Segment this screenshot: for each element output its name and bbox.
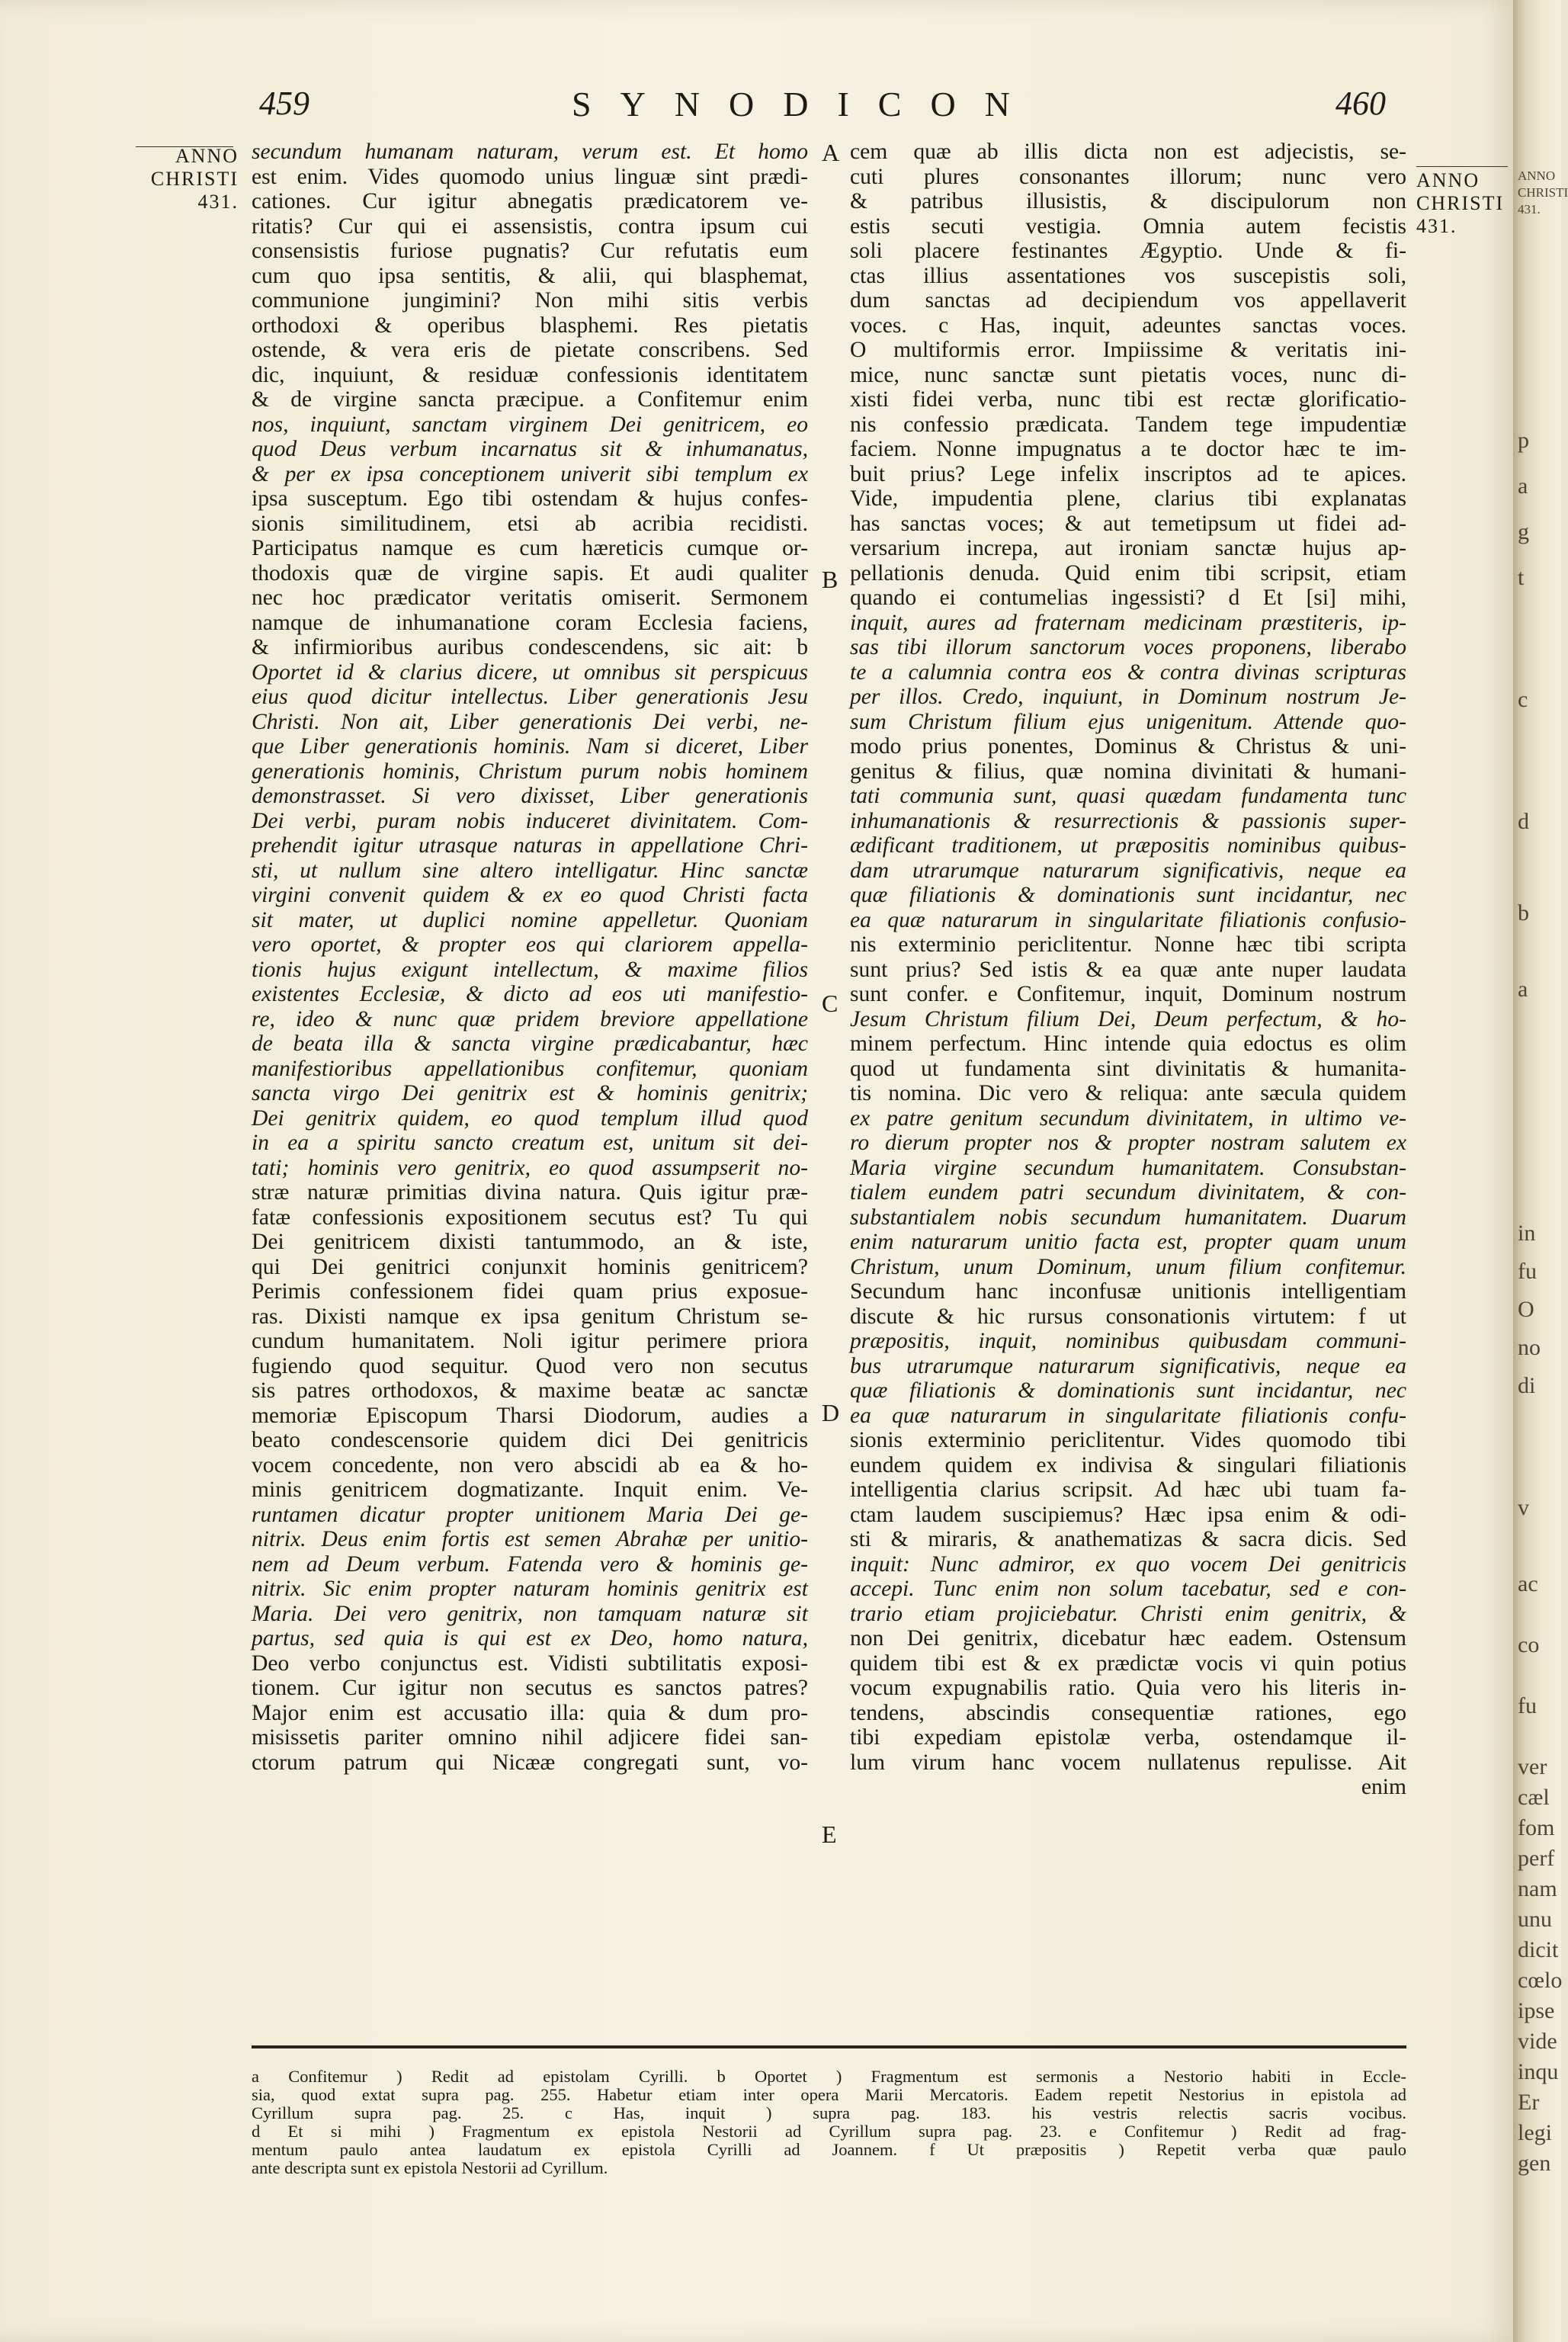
next-page-fragment: ac: [1518, 1571, 1538, 1596]
next-page-fragment: di: [1518, 1373, 1536, 1398]
next-page-fragment: a: [1518, 473, 1528, 499]
section-marker-d: D: [822, 1399, 840, 1426]
text-line: minis genitricem dogmatizante. Inquit enim. Ve-: [252, 1477, 808, 1502]
next-page-fragment: ipse: [1518, 1998, 1555, 2023]
footnote-line: a Confitemur ) Redit ad epistolam Cyrilli. b Oportet ) Fragmentum est sermonis a Nestorio habiti in Eccle-: [252, 2067, 1406, 2086]
text-line: genitus & filius, quæ nomina divinitati & humani-: [850, 759, 1406, 784]
next-page-fragment: g: [1518, 519, 1529, 544]
text-line: sunt prius? Sed istis & ea quæ ante nuper laudata: [850, 957, 1406, 982]
text-line: sionis similitudinem, etsi ab acribia recidisti.: [252, 511, 808, 536]
text-line: cationes. Cur igitur abnegatis prædicatorem ve-: [252, 189, 808, 213]
text-line: ædificant traditionem, ut præpositis nominibus quibus-: [850, 833, 1406, 858]
next-page-fragment: O: [1518, 1297, 1534, 1322]
text-line: fugiendo quod sequitur. Quod vero non secutus: [252, 1353, 808, 1378]
text-line: præpositis, inquit, nominibus quibusdam communi-: [850, 1329, 1406, 1353]
text-line: non Dei genitrix, dicebatur hæc eadem. Ostensum: [850, 1626, 1406, 1651]
next-page-fragment: vide: [1518, 2029, 1557, 2054]
text-line: tionis hujus exigunt intellectum, & maxime filios: [252, 957, 808, 982]
text-line: Participatus namque es cum hæreticis cumque or-: [252, 536, 808, 560]
next-page-fragment: c: [1518, 687, 1528, 712]
next-page-fragment: a: [1518, 977, 1528, 1002]
text-line: ro dierum propter nos & propter nostram salutem ex: [850, 1131, 1406, 1155]
text-line: Christi. Non ait, Liber generationis Dei verbi, ne-: [252, 709, 808, 734]
text-line: Maria. Dei vero genitrix, non tamquam naturæ sit: [252, 1601, 808, 1626]
right-column: [850, 140, 1406, 1800]
text-line: orthodoxi & operibus blasphemi. Res pietatis: [252, 313, 808, 338]
text-line: qui Dei genitrici conjunxit hominis genitricem?: [252, 1254, 808, 1279]
text-line: namque de inhumanatione coram Ecclesia faciens,: [252, 610, 808, 635]
text-line: secundum humanam naturam, verum est. Et homo: [252, 140, 808, 164]
text-line: nos, inquiunt, sanctam virginem Dei genitricem, eo: [252, 412, 808, 437]
text-line: Dei genitrix quidem, eo quod templum illud quod: [252, 1105, 808, 1131]
text-line: pellationis denuda. Quid enim tibi scripsit, etiam: [850, 560, 1406, 586]
text-line: nem ad Deum verbum. Fatenda vero & hominis ge-: [252, 1551, 808, 1577]
text-line: tati communia sunt, quasi quædam fundamenta tunc: [850, 784, 1406, 808]
text-line: que Liber generationis hominis. Nam si diceret, Liber: [252, 734, 808, 759]
next-page-fragment: in: [1518, 1221, 1536, 1246]
section-marker-c: C: [822, 990, 839, 1017]
text-line: estis secuti vestigia. Omnia autem fecistis: [850, 213, 1406, 239]
text-line: minem perfectum. Hinc intende quia edoctus es olim: [850, 1031, 1406, 1056]
text-line: eundem quidem ex indivisa & singulari filiationis: [850, 1452, 1406, 1477]
text-line: ctorum patrum qui Nicææ congregati sunt, vo-: [252, 1750, 808, 1775]
text-line: sunt confer. e Confitemur, inquit, Dominum nostrum: [850, 982, 1406, 1006]
next-page-fragment: cœlo: [1518, 1968, 1563, 1993]
footnote-line: sia, quod extat supra pag. 255. Habetur etiam inter opera Marii Mercatoris. Eadem repetit Nestorius in epistola ad: [252, 2085, 1406, 2104]
text-line: demonstrasset. Si vero dixisset, Liber generationis: [252, 784, 808, 808]
page-number-right: 460: [1336, 85, 1386, 122]
text-line: stræ naturæ primitias divina natura. Quis igitur præ-: [252, 1180, 808, 1205]
text-line: Vide, impudentia plene, clarius tibi explanatas: [850, 486, 1406, 511]
next-page-fragment: dicit: [1518, 1937, 1559, 1962]
text-line: thodoxis quæ de virgine sapis. Et audi qualiter: [252, 560, 808, 586]
next-page-fragment: fu: [1518, 1259, 1537, 1284]
footnote-line: mentum paulo antea laudatum ex epistola Cyrilli ad Joannem. f Ut præpositis ) Repetit verba quæ paulo: [252, 2140, 1406, 2159]
text-line: sis patres orthodoxos, & maxime beatæ ac sanctæ: [252, 1378, 808, 1403]
text-line: sionis exterminio periclitentur. Vides quomodo tibi: [850, 1428, 1406, 1452]
next-page-fragment: co: [1518, 1632, 1540, 1657]
text-line: nec hoc prædicator veritatis omiserit. Sermonem: [252, 586, 808, 610]
margin-rule-left: [136, 146, 233, 147]
text-line: te a calumnia contra eos & contra divinas scripturas: [850, 659, 1406, 685]
text-line: modo prius ponentes, Dominus & Christus & uni-: [850, 734, 1406, 759]
text-line: trario etiam projiciebatur. Christi enim genitrix, &: [850, 1601, 1406, 1626]
next-page-fragment: unu: [1518, 1907, 1552, 1932]
text-line: nitrix. Deus enim fortis est semen Abrahæ per unitio-: [252, 1527, 808, 1551]
margin-christi: CHRISTI: [1518, 185, 1568, 200]
next-page-fragment: v: [1518, 1495, 1529, 1520]
text-line: memoriæ Episcopum Tharsi Diodorum, audies a: [252, 1403, 808, 1428]
text-line: runtamen dicatur propter unitionem Maria Dei ge-: [252, 1502, 808, 1527]
text-line: ctas illius assentationes vos suscepistis soli,: [850, 263, 1406, 288]
next-page-fragment: no: [1518, 1335, 1541, 1360]
text-line: cem quæ ab illis dicta non est adjecistis, se-: [850, 140, 1406, 164]
left-column: [252, 140, 808, 1775]
text-line: ctam laudem suscipiemus? Hæc ipsa enim & odi-: [850, 1502, 1406, 1527]
text-line: tendens, abscindis consequentiæ rationes, ego: [850, 1700, 1406, 1725]
next-page-fragment: cæl: [1518, 1785, 1550, 1810]
text-line: sit mater, ut duplici nomine appelletur. Quoniam: [252, 907, 808, 932]
footnotes: [252, 2068, 1406, 2177]
text-line: substantialem nobis secundum humanitatem. Duarum: [850, 1205, 1406, 1230]
text-line: prehendit igitur utrasque naturas in appellatione Chri-: [252, 833, 808, 858]
text-line: ritatis? Cur qui ei assensistis, contra ipsum cui: [252, 213, 808, 239]
text-line: & patribus illusistis, & discipulorum non: [850, 189, 1406, 213]
text-line: vocum expugnabilis ratio. Quia vero his literis in-: [850, 1676, 1406, 1700]
text-line: generationis hominis, Christum purum nobis hominem: [252, 759, 808, 784]
text-line: Dei genitricem dixisti tantummodo, an & iste,: [252, 1230, 808, 1254]
margin-christi: CHRISTI: [1416, 192, 1505, 214]
footnote-line: ante descripta sunt ex epistola Nestorii ad Cyrillum.: [252, 2158, 608, 2177]
text-line: consensistis furiose pugnatis? Cur refutatis eum: [252, 239, 808, 263]
text-line: communione jungimini? Non mihi sitis verbis: [252, 288, 808, 313]
text-line: sas tibi illorum sanctorum voces proponens, liberabo: [850, 635, 1406, 659]
section-marker-b: B: [822, 566, 839, 593]
text-line: mice, nunc sanctæ sunt pietatis voces, nunc di-: [850, 362, 1406, 387]
footnote-line: d Et si mihi ) Fragmentum ex epistola Nestorii ad Cyrillum supra pag. 23. e Confitemur ) Redit ad frag-: [252, 2122, 1406, 2141]
text-line: accepi. Tunc enim non solum tacebatur, sed e con-: [850, 1577, 1406, 1601]
text-line: quidem tibi est & ex prædictæ vocis vi quin potius: [850, 1651, 1406, 1676]
text-line: tialem eundem patri secundum divinitatem, & con-: [850, 1180, 1406, 1205]
margin-anno-christi-right: [1416, 169, 1512, 238]
next-page-fragment: inqu: [1518, 2059, 1559, 2084]
text-line: est enim. Vides quomodo unius linguæ sint prædi-: [252, 164, 808, 189]
next-page-fragment: b: [1518, 900, 1529, 926]
text-line: de beata illa & sancta virgine prædicabantur, hæc: [252, 1031, 808, 1056]
text-line: manifestioribus appellationibus confitemur, quoniam: [252, 1056, 808, 1081]
footnote-divider: [252, 2045, 1406, 2048]
text-line: dam utrarumque naturarum significativis, neque ea: [850, 858, 1406, 883]
text-line: ipsa susceptum. Ego tibi ostendam & hujus confes-: [252, 486, 808, 511]
text-line: enim naturarum unitio facta est, propter quam unum: [850, 1230, 1406, 1254]
text-line: nitrix. Sic enim propter naturam hominis genitrix est: [252, 1577, 808, 1601]
text-line: nis confessio prædicata. Tandem tege impudentiæ: [850, 412, 1406, 437]
text-line: buit prius? Lege infelix inscriptos ad te apices.: [850, 461, 1406, 486]
text-line: voces. c Has, inquit, adeuntes sanctas voces.: [850, 313, 1406, 338]
margin-year: 431.: [1518, 202, 1541, 217]
text-line: quod Deus verbum incarnatus sit & inhumanatus,: [252, 437, 808, 461]
next-page-fragment: ver: [1518, 1754, 1547, 1779]
text-line: cuti plures consonantes illorum; nunc vero: [850, 164, 1406, 189]
text-line: cundum humanitatem. Noli igitur perimere priora: [252, 1329, 808, 1353]
text-line: versarium increpa, aut ironiam sanctæ hujus ap-: [850, 536, 1406, 560]
section-marker-e: E: [822, 1821, 837, 1848]
text-line: vero oportet, & propter eos qui clariorem appella-: [252, 932, 808, 957]
text-line: sum Christum filium ejus unigenitum. Attende quo-: [850, 709, 1406, 734]
text-line: partus, sed quia is qui est ex Deo, homo natura,: [252, 1626, 808, 1651]
margin-anno: ANNO: [175, 145, 239, 167]
text-line: tibi expediam epistolæ verba, ostendamque il-: [850, 1725, 1406, 1750]
text-line: Oportet id & clarius dicere, ut omnibus sit perspicuus: [252, 659, 808, 685]
catchword: enim: [1361, 1775, 1406, 1799]
text-line: quod ut fundamenta sint divinitatis & humanita-: [850, 1056, 1406, 1081]
text-line: bus utrarumque naturarum significativis, neque ea: [850, 1353, 1406, 1378]
text-line: ras. Dixisti namque ex ipsa genitum Christum se-: [252, 1304, 808, 1329]
text-line: beato condescensorie quidem dici Dei genitricis: [252, 1428, 808, 1452]
text-line: Christum, unum Dominum, unum filium confitemur.: [850, 1254, 1406, 1279]
text-line: in ea a spiritu sancto creatum est, unitum sit dei-: [252, 1131, 808, 1155]
footnote-line: Cyrillum supra pag. 25. c Has, inquit ) supra pag. 183. his vestris relectis sacris vocibus.: [252, 2103, 1406, 2122]
next-page-fragment: nam: [1518, 1876, 1557, 1901]
text-line: lum virum hanc vocem nullatenus repulisse. Ait: [850, 1750, 1406, 1775]
running-title: SYNODICON: [572, 85, 1039, 124]
text-line: dum sanctas ad decipiendum vos appellaverit: [850, 288, 1406, 313]
next-page-fragment: gen: [1518, 2151, 1551, 2176]
next-page-fragment: perf: [1518, 1846, 1555, 1871]
text-line: ea quæ naturarum in singularitate filiationis confusio-: [850, 907, 1406, 932]
text-line: & de virgine sancta præcipue. a Confitemur enim: [252, 387, 808, 412]
text-line: intelligentia clarius scripsit. Ad hæc ubi tuam fa-: [850, 1477, 1406, 1502]
text-line: vocem concedente, non vero abscidi ab ea & ho-: [252, 1452, 808, 1477]
text-line: virgini convenit quidem & ex eo quod Christi facta: [252, 883, 808, 907]
text-line: fatæ confessionis expositionem secutus est? Tu qui: [252, 1205, 808, 1230]
text-line: re, ideo & nunc quæ pridem breviore appellatione: [252, 1006, 808, 1031]
text-line: nis exterminio periclitentur. Nonne hæc tibi scripta: [850, 932, 1406, 957]
text-line: cum quo ipsa sentitis, & alii, qui blasphemat,: [252, 263, 808, 288]
next-page-fragment: fom: [1518, 1815, 1555, 1840]
text-line: tis nomina. Dic vero & reliqua: ante sæcula quidem: [850, 1081, 1406, 1105]
text-line: existentes Ecclesiæ, & dicto ad eos uti manifestio-: [252, 982, 808, 1006]
text-line: quæ filiationis & dominationis sunt incidantur, nec: [850, 1378, 1406, 1403]
text-line: soli placere festinantes Ægyptio. Unde & fi-: [850, 239, 1406, 263]
text-line: ostende, & vera eris de pietate conscribens. Sed: [252, 338, 808, 362]
next-page-fragment: Er: [1518, 2090, 1540, 2115]
text-line: sancta virgo Dei genitrix est & hominis genitrix;: [252, 1081, 808, 1105]
text-line: inquit, aures ad fraternam medicinam præstiteris, ip-: [850, 610, 1406, 635]
next-page-edge: [1513, 0, 1568, 2342]
margin-anno: ANNO: [1416, 169, 1480, 191]
text-line: Perimis confessionem fidei quam prius exposue-: [252, 1279, 808, 1304]
text-line: inquit: Nunc admiror, ex quo vocem Dei genitricis: [850, 1551, 1406, 1577]
text-line: misissetis pariter omnino nihil adjicere fidei san-: [252, 1725, 808, 1750]
text-line: tionem. Cur igitur non secutus es sanctos patres?: [252, 1676, 808, 1700]
text-line: ea quæ naturarum in singularitate filiationis confu-: [850, 1403, 1406, 1428]
text-line: sti, ut nullum sine altero intelligatur. Hinc sanctæ: [252, 858, 808, 883]
margin-rule-right: [1416, 166, 1508, 167]
next-page-fragment: d: [1518, 809, 1529, 834]
text-line: quæ filiationis & dominationis sunt incidantur, nec: [850, 883, 1406, 907]
text-line: Jesum Christum filium Dei, Deum perfectum, & ho-: [850, 1006, 1406, 1031]
margin-anno: ANNO: [1518, 168, 1556, 183]
text-line: Major enim est accusatio illa: quia & dum pro-: [252, 1700, 808, 1725]
text-line: xisti fidei verba, nunc tibi est rectæ glorificatio-: [850, 387, 1406, 412]
text-line: O multiformis error. Impiissime & veritatis ini-: [850, 338, 1406, 362]
text-line: discute & hic rursus consonationis virtutem: f ut: [850, 1304, 1406, 1329]
text-line: has sanctas voces; & aut temetipsum ut fidei ad-: [850, 511, 1406, 536]
text-line: per illos. Credo, inquiunt, in Dominum nostrum Je-: [850, 685, 1406, 709]
text-line: faciem. Nonne impugnatus a te doctor hæc te im-: [850, 437, 1406, 461]
text-line: ex patre genitum secundum divinitatem, in ultimo ve-: [850, 1105, 1406, 1131]
text-line: dic, inquiunt, & residuæ confessionis identitatem: [252, 362, 808, 387]
margin-year: 431.: [197, 191, 239, 213]
text-line: Dei verbi, puram nobis induceret divinitatem. Com-: [252, 808, 808, 833]
section-marker-a: A: [822, 139, 840, 166]
next-page-fragment: legi: [1518, 2120, 1552, 2145]
text-line: tati; hominis vero genitrix, eo quod assumpserit no-: [252, 1155, 808, 1180]
text-line: & per ex ipsa conceptionem univerit sibi templum ex: [252, 461, 808, 486]
page-number-left: 459: [259, 85, 309, 122]
margin-anno-christi-left: [136, 145, 239, 213]
next-page-fragment: t: [1518, 565, 1525, 590]
margin-christi: CHRISTI: [150, 168, 239, 190]
text-line: Deo verbo conjunctus est. Vidisti subtilitatis exposi-: [252, 1651, 808, 1676]
margin-year: 431.: [1416, 215, 1457, 237]
text-line: quando ei contumelias ingessisti? d Et [si] mihi,: [850, 586, 1406, 610]
text-line: Secundum hanc inconfusæ unitionis intelligentiam: [850, 1279, 1406, 1304]
next-page-fragment: p: [1518, 428, 1529, 453]
text-line: Maria virgine secundum humanitatem. Consubstan-: [850, 1155, 1406, 1180]
next-page-margin: [1518, 168, 1568, 218]
text-line: sti & miraris, & anathematizas & sacra dicis. Sed: [850, 1527, 1406, 1551]
next-page-fragment: fu: [1518, 1693, 1537, 1718]
text-line: eius quod dicitur intellectus. Liber generationis Jesu: [252, 685, 808, 709]
text-line: & infirmioribus auribus condescendens, sic ait: b: [252, 635, 808, 659]
text-line: inhumanationis & resurrectionis & passionis super-: [850, 808, 1406, 833]
